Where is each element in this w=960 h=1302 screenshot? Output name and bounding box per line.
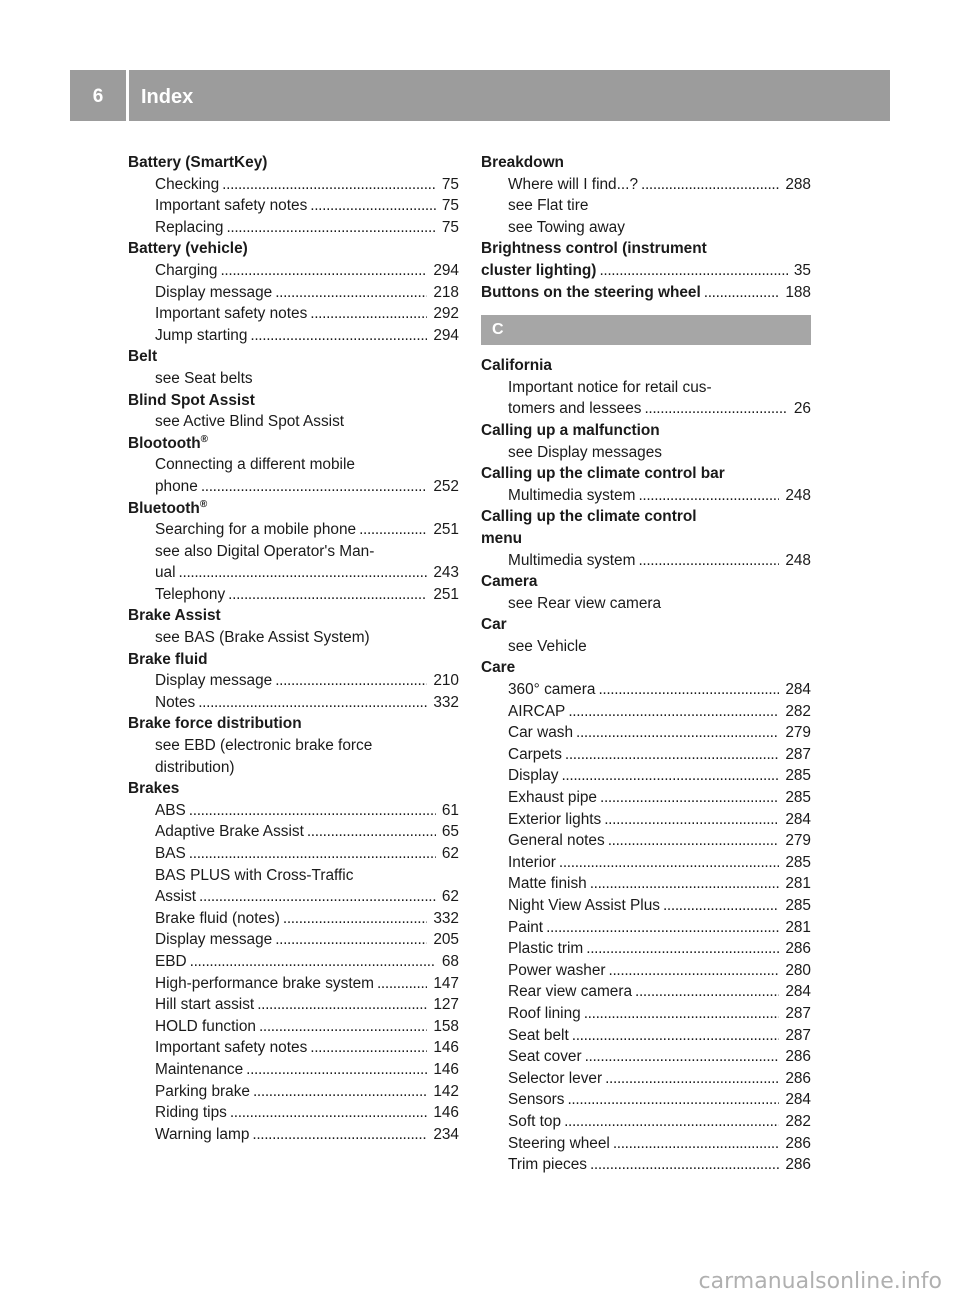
entry-label: Important safety notes — [155, 197, 308, 215]
page-reference: 286 — [785, 1048, 811, 1066]
page-number: 6 — [92, 86, 104, 107]
index-entry — [128, 929, 459, 951]
index-entry — [128, 800, 459, 822]
entry-label: Multimedia system — [508, 486, 636, 504]
dot-leader — [304, 821, 436, 843]
entry-label: Night View Assist Plus — [508, 897, 660, 914]
index-entry — [481, 852, 811, 874]
page-reference: 35 — [793, 261, 811, 279]
index-entry — [481, 1025, 811, 1047]
page-reference: 286 — [785, 1134, 811, 1152]
dot-leader — [583, 938, 779, 960]
dot-leader — [632, 981, 779, 1003]
entry-label: Riding tips — [155, 1104, 227, 1122]
dot-leader — [307, 1037, 427, 1059]
index-subentry: see Seat belts — [155, 369, 253, 387]
page-reference: 287 — [785, 1004, 811, 1022]
entry-label: Paint — [508, 918, 544, 936]
index-subentry: see Active Blind Spot Assist — [155, 413, 345, 431]
page-reference: 285 — [785, 897, 811, 914]
header-divider — [126, 70, 129, 121]
dot-leader — [660, 895, 779, 917]
index-entry — [128, 1102, 459, 1124]
dot-leader — [225, 584, 427, 606]
index-entry — [481, 830, 811, 852]
dot-leader — [562, 744, 779, 766]
dot-leader — [272, 929, 427, 951]
page-reference: 282 — [785, 702, 811, 720]
index-entry — [481, 1068, 811, 1090]
index-entry — [128, 1037, 459, 1059]
page-reference: 279 — [785, 832, 811, 850]
index-entry — [481, 744, 811, 766]
entry-label: Warning lamp — [155, 1125, 250, 1143]
page-reference: 147 — [433, 974, 459, 992]
index-heading: menu — [481, 529, 523, 547]
dot-leader — [635, 485, 779, 507]
index-heading: Belt — [128, 348, 158, 366]
page-reference: 146 — [433, 1039, 459, 1057]
page-reference: 68 — [441, 952, 459, 970]
dot-leader — [582, 1046, 780, 1068]
entry-label: Assist — [155, 888, 197, 906]
entry-label: Exhaust pipe — [508, 789, 597, 807]
index-subentry: Connecting a different mobile — [155, 456, 355, 474]
dot-leader — [198, 476, 428, 498]
page-reference: 65 — [441, 823, 459, 841]
page-reference: 287 — [785, 745, 811, 763]
index-entry — [128, 325, 459, 347]
index-heading: Brake fluid — [128, 650, 208, 668]
index-entry — [128, 476, 459, 498]
index-entry — [481, 895, 811, 917]
index-entry — [481, 722, 811, 744]
index-subentry: see EBD (electronic brake force — [155, 737, 373, 755]
index-entry — [481, 485, 811, 507]
index-heading: California — [481, 357, 552, 375]
index-heading-entry — [481, 260, 811, 282]
index-subentry: see BAS (Brake Assist System) — [155, 629, 370, 647]
entry-label: Display message — [155, 283, 273, 301]
page-reference: 286 — [785, 1156, 811, 1174]
page-reference: 243 — [433, 564, 459, 582]
page-reference: 75 — [441, 175, 459, 193]
dot-leader — [247, 325, 427, 347]
index-entry — [128, 217, 459, 239]
page-reference: 292 — [433, 305, 459, 323]
page-reference: 158 — [433, 1017, 459, 1035]
entry-label: tomers and lessees — [508, 400, 642, 418]
index-heading: Calling up the climate control bar — [481, 465, 725, 483]
index-heading: Battery (SmartKey) — [128, 154, 268, 171]
dot-leader — [610, 1133, 779, 1155]
page-reference: 26 — [793, 400, 811, 418]
entry-label: Where will I find...? — [508, 175, 639, 193]
entry-label: Roof lining — [508, 1004, 581, 1022]
dot-leader — [569, 1025, 780, 1047]
dot-leader — [187, 951, 436, 973]
entry-label: Trim pieces — [508, 1156, 587, 1174]
index-entry — [128, 821, 459, 843]
entry-label: cluster lighting) — [481, 261, 597, 279]
page-reference: 146 — [433, 1104, 459, 1122]
index-entry — [128, 1124, 459, 1146]
index-heading: Breakdown — [481, 154, 564, 171]
index-heading: Brakes — [128, 780, 180, 798]
index-subentry: see Display messages — [508, 443, 662, 461]
dot-leader — [374, 973, 427, 995]
dot-leader — [243, 1059, 427, 1081]
entry-label: Adaptive Brake Assist — [155, 823, 304, 841]
index-heading: Brightness control (instrument — [481, 240, 707, 258]
dot-leader — [581, 1003, 780, 1025]
dot-leader — [606, 960, 780, 982]
entry-label: General notes — [508, 832, 605, 850]
watermark: carmanualsonline.info — [698, 1269, 942, 1294]
index-entry — [481, 1089, 811, 1111]
entry-label: Charging — [155, 261, 218, 279]
index-entry — [128, 1059, 459, 1081]
entry-label: Telephony — [155, 585, 226, 603]
page-reference: 288 — [785, 175, 811, 193]
entry-label: Selector lever — [508, 1069, 603, 1087]
section-title: Index — [141, 86, 194, 108]
index-heading: Car — [481, 616, 507, 634]
entry-label: phone — [155, 477, 198, 495]
page-reference: 75 — [441, 218, 459, 236]
dot-leader — [195, 692, 427, 714]
dot-leader — [638, 174, 779, 196]
dot-leader — [249, 1124, 427, 1146]
entry-label: Rear view camera — [508, 983, 633, 1001]
page-reference: 284 — [785, 1091, 811, 1109]
index-entry — [481, 701, 811, 723]
index-heading: Calling up the climate control — [481, 508, 697, 526]
index-heading: Brake Assist — [128, 607, 221, 625]
index-entry — [481, 398, 811, 420]
index-entry — [128, 908, 459, 930]
page-reference: 205 — [433, 931, 459, 949]
entry-label: Car wash — [508, 724, 574, 742]
page-reference: 75 — [441, 197, 459, 215]
dot-leader — [561, 1111, 779, 1133]
entry-label: Matte finish — [508, 875, 587, 893]
dot-leader — [254, 994, 427, 1016]
index-heading: Brake force distribution — [128, 715, 302, 733]
page-reference: 62 — [441, 888, 459, 906]
page-reference: 332 — [433, 693, 459, 711]
index-subentry: see Flat tire — [508, 197, 589, 215]
entry-label: Jump starting — [155, 326, 248, 344]
entry-label: Multimedia system — [508, 551, 636, 569]
page-reference: 280 — [785, 961, 811, 979]
entry-label: ABS — [155, 801, 186, 819]
entry-label: Maintenance — [155, 1060, 244, 1078]
index-heading: Bluetooth® — [128, 498, 208, 517]
index-column-right — [481, 152, 811, 1176]
index-subentry: BAS PLUS with Cross-Traffic — [155, 866, 354, 884]
index-entry — [128, 260, 459, 282]
index-entry — [128, 886, 459, 908]
page-reference: 285 — [785, 767, 811, 785]
page-reference: 332 — [433, 909, 459, 927]
dot-leader — [256, 1016, 427, 1038]
page-reference: 294 — [433, 326, 459, 344]
index-heading: Care — [481, 659, 516, 677]
page-reference: 284 — [785, 810, 811, 828]
dot-leader — [219, 174, 436, 196]
entry-label: Carpets — [508, 745, 562, 763]
index-entry — [128, 1016, 459, 1038]
page-reference: 251 — [433, 585, 459, 603]
entry-label: Brake fluid (notes) — [155, 909, 280, 927]
index-heading-entry — [481, 282, 811, 304]
dot-leader — [217, 260, 427, 282]
entry-label: AIRCAP — [508, 702, 566, 720]
entry-label: Searching for a mobile phone — [155, 521, 357, 539]
index-entry — [481, 679, 811, 701]
index-entry — [481, 1133, 811, 1155]
page-reference: 252 — [433, 477, 459, 495]
dot-leader — [596, 260, 787, 282]
dot-leader — [196, 886, 436, 908]
dot-leader — [635, 550, 779, 572]
index-subentry: see Vehicle — [508, 637, 587, 655]
dot-leader — [250, 1081, 427, 1103]
page-reference: 279 — [785, 724, 811, 742]
page-reference: 282 — [785, 1112, 811, 1130]
index-entry — [481, 787, 811, 809]
entry-label: Parking brake — [155, 1082, 250, 1100]
page-reference: 286 — [785, 1069, 811, 1087]
page-reference: 285 — [785, 789, 811, 807]
index-entry — [481, 960, 811, 982]
index-entry — [128, 692, 459, 714]
index-subentry: see also Digital Operator's Man- — [155, 542, 375, 560]
page-reference: 286 — [785, 940, 811, 958]
index-subentry: Important notice for retail cus- — [508, 378, 712, 396]
dot-leader — [601, 809, 779, 831]
entry-label: HOLD function — [155, 1017, 256, 1035]
dot-leader — [280, 908, 427, 930]
page-reference: 127 — [433, 996, 459, 1014]
index-entry — [481, 1154, 811, 1176]
entry-label: Display — [508, 767, 559, 785]
index-entry — [481, 765, 811, 787]
dot-leader — [641, 398, 787, 420]
index-entry — [481, 1046, 811, 1068]
entry-label: 360° camera — [508, 681, 596, 699]
index-entry — [481, 809, 811, 831]
index-heading: Battery (vehicle) — [128, 240, 248, 258]
page-reference: 285 — [785, 853, 811, 871]
dot-leader — [558, 765, 779, 787]
index-subentry: see Rear view camera — [508, 594, 662, 612]
page-reference: 210 — [433, 672, 459, 690]
entry-label: Replacing — [155, 218, 224, 236]
entry-label: High-performance brake system — [155, 974, 374, 992]
index-entry — [481, 1111, 811, 1133]
entry-label: Display message — [155, 672, 273, 690]
index-subentry: distribution) — [155, 758, 235, 776]
page-reference: 188 — [785, 283, 811, 301]
entry-label: Seat belt — [508, 1026, 569, 1044]
dot-leader — [605, 830, 780, 852]
index-entry — [128, 670, 459, 692]
index-entry — [481, 938, 811, 960]
dot-leader — [701, 282, 780, 304]
index-subentry: see Towing away — [508, 218, 625, 236]
dot-leader — [356, 519, 427, 541]
page-reference: 284 — [785, 681, 811, 699]
entry-label: Notes — [155, 693, 196, 711]
entry-label: Sensors — [508, 1091, 565, 1109]
entry-label: Display message — [155, 931, 273, 949]
dot-leader — [587, 1154, 779, 1176]
entry-label: Power washer — [508, 961, 606, 979]
dot-leader — [176, 562, 428, 584]
page-reference: 281 — [785, 918, 811, 936]
dot-leader — [602, 1068, 779, 1090]
dot-leader — [573, 722, 779, 744]
dot-leader — [307, 195, 436, 217]
dot-leader — [272, 670, 427, 692]
dot-leader — [227, 1102, 427, 1124]
entry-label: Hill start assist — [155, 996, 255, 1014]
dot-leader — [595, 679, 779, 701]
index-entry — [481, 1003, 811, 1025]
dot-leader — [223, 217, 435, 239]
index-entry — [481, 917, 811, 939]
dot-leader — [587, 873, 780, 895]
dot-leader — [186, 800, 436, 822]
entry-label: Important safety notes — [155, 1039, 308, 1057]
index-heading: Camera — [481, 573, 538, 591]
page-reference: 234 — [433, 1125, 459, 1143]
page-reference: 281 — [785, 875, 811, 893]
dot-leader — [556, 852, 779, 874]
entry-label: Buttons on the steering wheel — [481, 283, 701, 301]
dot-leader — [543, 917, 779, 939]
index-entry — [128, 843, 459, 865]
index-entry — [128, 994, 459, 1016]
entry-label: Steering wheel — [508, 1134, 610, 1152]
index-heading: Blind Spot Assist — [128, 391, 255, 409]
page-reference: 142 — [433, 1082, 459, 1100]
entry-label: Interior — [508, 853, 556, 871]
index-entry — [128, 584, 459, 606]
index-entry — [128, 519, 459, 541]
index-column-left — [128, 152, 459, 1145]
index-entry — [128, 282, 459, 304]
index-heading: Blootooth® — [128, 433, 209, 452]
entry-label: Seat cover — [508, 1048, 582, 1066]
index-entry — [481, 550, 811, 572]
page-reference: 251 — [433, 521, 459, 539]
page-reference: 62 — [441, 845, 459, 862]
page-reference: 248 — [785, 486, 811, 504]
index-entry — [481, 174, 811, 196]
entry-label: Plastic trim — [508, 940, 584, 958]
index-entry — [128, 303, 459, 325]
page-reference: 287 — [785, 1026, 811, 1044]
index-entry — [128, 951, 459, 973]
page-reference: 294 — [433, 261, 459, 279]
page-reference: 146 — [433, 1060, 459, 1078]
index-entry — [128, 174, 459, 196]
entry-label: ual — [155, 564, 176, 582]
page-reference: 61 — [441, 801, 459, 819]
entry-label: Checking — [155, 175, 220, 193]
dot-leader — [307, 303, 427, 325]
index-heading: Calling up a malfunction — [481, 421, 660, 439]
entry-label: Soft top — [508, 1112, 562, 1130]
letter-section-bar: C — [481, 315, 811, 345]
index-entry — [481, 873, 811, 895]
dot-leader — [565, 701, 779, 723]
entry-label: EBD — [155, 952, 187, 970]
index-entry — [128, 195, 459, 217]
page-reference: 248 — [785, 551, 811, 569]
entry-label: Important safety notes — [155, 305, 308, 323]
dot-leader — [186, 843, 436, 865]
dot-leader — [597, 787, 779, 809]
index-entry — [128, 562, 459, 584]
entry-label: BAS — [155, 845, 186, 862]
entry-label: Exterior lights — [508, 810, 602, 828]
page-reference: 218 — [433, 283, 459, 301]
index-entry — [128, 1081, 459, 1103]
page-reference: 284 — [785, 983, 811, 1001]
index-entry — [481, 981, 811, 1003]
dot-leader — [564, 1089, 779, 1111]
dot-leader — [272, 282, 427, 304]
index-entry — [128, 973, 459, 995]
